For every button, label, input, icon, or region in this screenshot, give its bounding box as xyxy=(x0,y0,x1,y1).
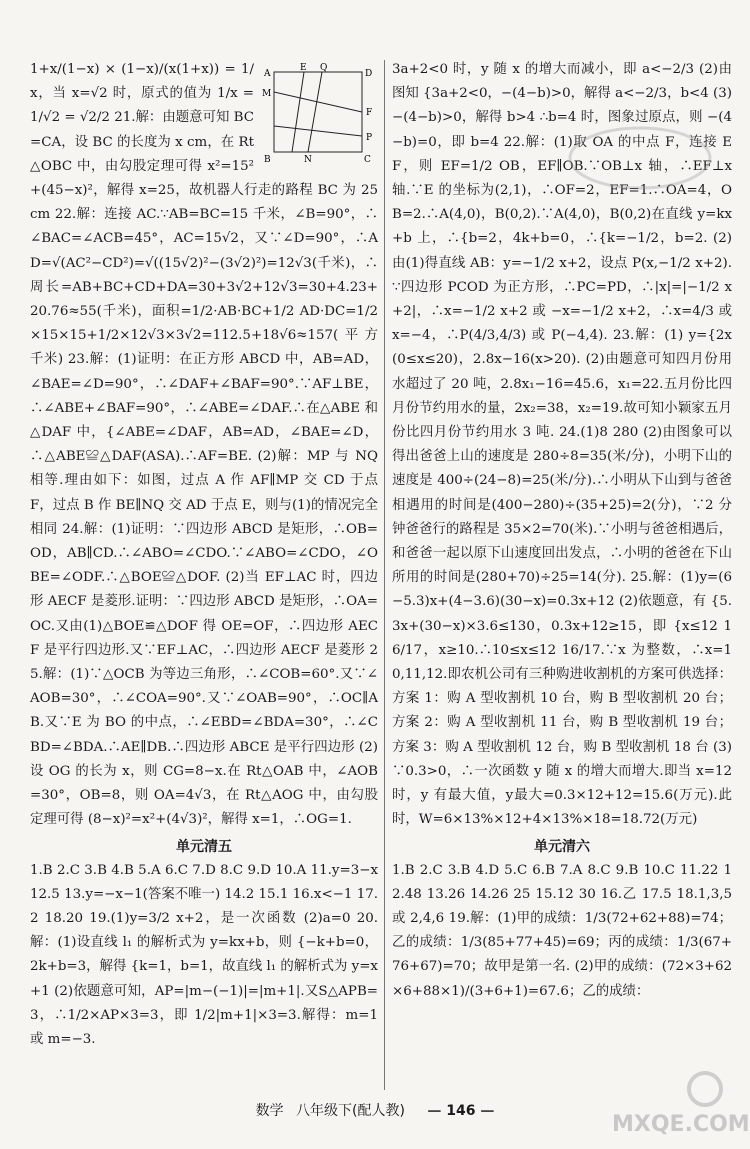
square-diagram xyxy=(260,62,378,166)
footer-grade: 八年级下(配人教) xyxy=(296,1103,405,1119)
watermark-circle-icon xyxy=(689,1073,721,1105)
label-q: Q xyxy=(320,63,328,73)
footer-dash-left: — xyxy=(427,1103,442,1119)
square-abcd xyxy=(274,72,362,152)
label-f: F xyxy=(366,108,373,118)
label-p: P xyxy=(366,133,373,143)
answers-block-4: 1.B 2.C 3.B 4.D 5.C 6.B 7.A 8.C 9.B 10.C 11.22 12.48 13.26 14.26 25 15.12 30 16.乙 17.5 18.1,3,5 或 2,4,6 19.解：(1)甲的成绩：1/3(72+62+88)=74；乙的成绩：1/3(85+77+45)=69；丙的成绩：1/3(67+76+67)=70；故甲是第一名. (2)甲的成绩：(72×3+62×6+88×1)/(3+6+1)=67.6；乙的成绩： xyxy=(392,862,732,999)
segment-en xyxy=(292,72,304,152)
answers-block-1: 1+x/(1−x) × (1−x)/(x(1+x)) = 1/x，当 x=√2 时，原式的值为 1/x = 1/√2 = √2/2 21.解：由题意可知 BC=CA，设 BC 的长度为 x cm，在 Rt△OBC 中，由勾股定理可得 x²=15²+(45−x)²，解得 x=25，故机器人行走的路程 BC 为 25 cm 22.解：连接 AC.∵AB=BC=15 千米，∠B=90°，∴∠BAC=∠ACB=45°，AC=15√2，又∵∠D=90°，∴AD=√(AC²−CD²)=√((15√2)²−(3√2)²)=12√3(千米)，∴周长=AB+BC+CD+DA=30+3√2+12√3=30+4.23+20.76≈55(千米)，面积=1/2·AB·BC+1/2 AD·DC=1/2×15×15+1/2×12√3×3√2=112.5+18√6≈157(平方千米) 23.解：(1)证明：在正方形 ABCD 中，AB=AD，∠BAE=∠D=90°，∴∠DAF+∠BAF=90°.∵AF⊥BE，∴∠ABE+∠BAF=90°，∴∠ABE=∠DAF.∴在△ABE 和 △DAF 中，{∠ABE=∠DAF，AB=AD，∠BAE=∠D，∴△ABE≌△DAF(ASA).∴AF=BE. (2)解：MP 与 NQ 相等.理由如下：如图，过点 A 作 AF∥MP 交 CD 于点 F，过点 B 作 BE∥NQ 交 AD 于点 E，则与(1)的情况完全相同 24.解：(1)证明：∵四边形 ABCD 是矩形，∴OB=OD，AB∥CD.∴∠ABO=∠CDO.∵∠ABO=∠CDO，∠OBE=∠ODF.∴△BOE≌△DOF. (2)当 EF⊥AC 时，四边形 AECF 是菱形.证明：∵四边形 ABCD 是矩形，∴OA=OC.又由(1)△BOE≌△DOF 得 OE=OF，∴四边形 AECF 是平行四边形.又∵EF⊥AC，∴四边形 AECF 是菱形 25.解：(1)∵△OCB 为等边三角形，∴∠COB=60°.又∵∠AOB=30°，∴∠COA=90°.又∵∠OAB=90°，∴OC∥AB.又∵E 为 BO 的中点，∴∠EBD=∠BDA=30°，∴∠CBD=∠BDA.∴AE∥DB.∴四边形 ABCE 是平行四边形 (2)设 OG 的长为 x，则 CG=8−x.在 Rt△OAB 中，∠AOB=30°，OB=8，则 OA=4√3，在 Rt△AOG 中，由勾股定理可得 (8−x)²=x²+(4√3)²，解得 x=1，∴OG=1. xyxy=(30,62,378,828)
label-a: A xyxy=(264,69,271,79)
right-column xyxy=(392,58,732,1098)
footer-dash-right: — xyxy=(480,1103,495,1119)
section-title-unit-5: 单元清五 xyxy=(176,838,232,855)
section-title-unit-6: 单元清六 xyxy=(534,838,590,855)
stamp-mark xyxy=(560,118,720,198)
label-e: E xyxy=(300,63,307,73)
segment-qn xyxy=(308,72,322,152)
left-column xyxy=(30,58,378,1098)
page-number: 146 xyxy=(446,1103,476,1119)
footer-subject: 数学 xyxy=(255,1103,284,1119)
segment-mp xyxy=(274,126,362,136)
answers-block-2: 1.B 2.C 3.B 4.B 5.A 6.C 7.D 8.C 9.D 10.A 11.y=3−x 12.5 13.y=−x−1(答案不唯一) 14.2 15.1 16.x<−1 17.2 18.20 19.(1)y=3/2 x+2，是一次函数 (2)a=0 20.解：(1)设直线 l₁ 的解析式为 y=kx+b，则 {−k+b=0，2k+b=3，解得 {k=1，b=1，故直线 l₁ 的解析式为 y=x+1 (2)依题意可知，AP=|m−(−1)|=|m+1|.又S△APB=3，∴1/2×AP×3=3，即 1/2|m+1|×3=3.解得：m=1 或 m=−3. xyxy=(30,862,378,1047)
answers-block-3: 3a+2<0 时，y 随 x 的增大而减小，即 a<−2/3 (2)由图知 {3a+2<0，−(4−b)>0，解得 a<−2/3，b<4 (3)−(4−b)>0，解得 b>4 ∴b=4 时，图象过原点，则 −(4−b)=0，即 b=4 22.解：(1)取 OA 的中点 F，连接 EF，则 EF=1/2 OB，EF∥OB.∵OB⊥x 轴，∴EF⊥x 轴.∵E 的坐标为(2,1)，∴OF=2，EF=1.∴OA=4，OB=2.∴A(4,0)，B(0,2).∵A(4,0)，B(0,2)在直线 y=kx+b 上，∴{b=2，4k+b=0，∴{k=−1/2，b=2. (2)由(1)得直线 AB：y=−1/2 x+2，设点 P(x,−1/2 x+2).∵四边形 PCOD 为正方形，∴PC=PD，∴|x|=|−1/2 x+2|，∴x=−1/2 x+2 或 −x=−1/2 x+2，∴x=4/3 或 x=−4，∴P(4/3,4/3) 或 P(−4,4). 23.解：(1) y={2x(0≤x≤20)，2.8x−16(x>20). (2)由题意可知四月份用水超过了 20 吨，2.8x₁−16=45.6，x₁=22.五月份比四月份节约用水的量，2x₂=38，x₂=19.故可知小颖家五月份比四月份节约用水 3 吨. 24.(1)8 280 (2)由图象可以得出爸爸上山的速度是 280÷8=35(米/分)，小明下山的速度是 400÷(24−8)=25(米/分).∴小明从下山到与爸爸相遇用的时间是(400−280)÷(35+25)=2(分)，∵2 分钟爸爸行的路程是 35×2=70(米).∵小明与爸爸相遇后，和爸爸一起以原下山速度回出发点，∴小明的爸爸在下山所用的时间是(280+70)÷25=14(分). 25.解：(1)y=(6−5.3)x+(4−3.6)(30−x)=0.3x+12 (2)依题意，有 {5.3x+(30−x)×3.6≤130，0.3x+12≥15，即 {x≤12 16/17，x≥10.∴10≤x≤12 16/17.∵x 为整数，∴x=10,11,12.即农机公司有三种购进收割机的方案可供选择：方案 1：购 A 型收割机 10 台，购 B 型收割机 20 台；方案 2：购 A 型收割机 11 台，购 B 型收割机 19 台；方案 3：购 A 型收割机 12 台，购 B 型收割机 18 台 (3)∵0.3>0，∴一次函数 y 随 x 的增大而增大.即当 x=12 时，y 有最大值，y最大=0.3×12+12=15.6(万元).此时，W=6×13%×12+4×13%×18=18.72(万元) xyxy=(392,62,732,828)
column-divider xyxy=(384,60,385,1090)
label-c: C xyxy=(364,155,371,165)
watermark-text: MXQE.COM xyxy=(612,1112,750,1137)
stamp-ring xyxy=(570,128,710,188)
label-d: D xyxy=(365,69,373,79)
label-b: B xyxy=(264,155,271,165)
watermark-logo xyxy=(610,1067,750,1137)
label-n: N xyxy=(304,155,312,165)
label-m: M xyxy=(262,89,272,99)
